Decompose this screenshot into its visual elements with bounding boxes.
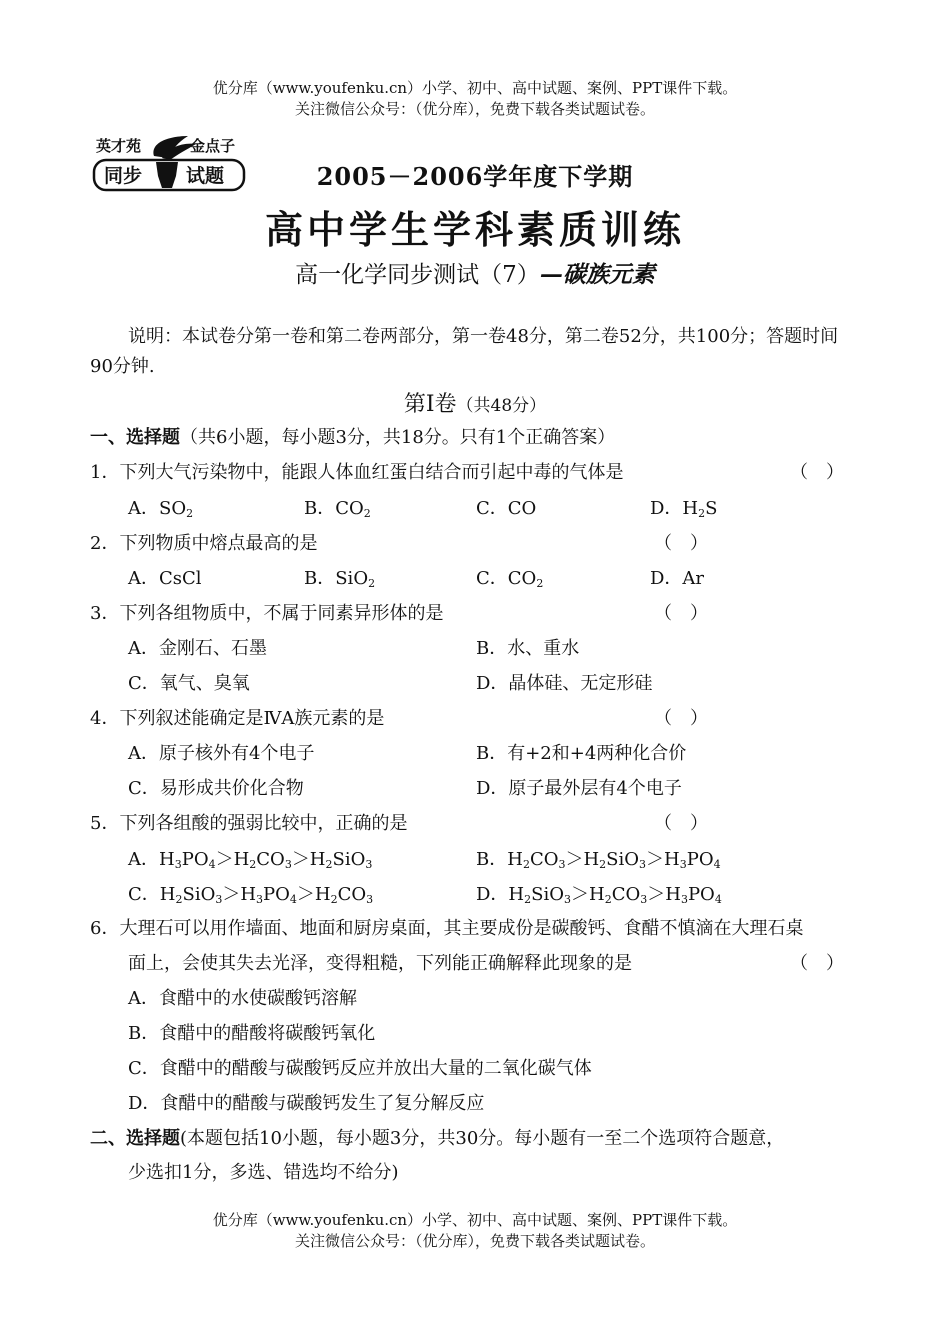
formula-part: ＞H <box>222 884 257 905</box>
formula-part: SiO <box>332 849 366 870</box>
formula-sub: 3 <box>256 893 264 906</box>
formula-part: CO <box>529 849 559 870</box>
footer-line-2: 关注微信公众号：（优分库），免费下载各类试题试卷。 <box>294 1232 655 1250</box>
formula-sub: 4 <box>208 858 216 871</box>
formula-part: A．H <box>128 849 175 870</box>
formula-part: CO <box>611 884 641 905</box>
option-subscript: 2 <box>536 577 544 590</box>
question-1-option-d <box>650 494 717 520</box>
formula-part: PO <box>263 884 290 905</box>
section-2-label: 二、选择题 <box>90 1128 180 1149</box>
school-year-title: 2005－2006学年度下学期 <box>316 162 634 191</box>
formula-part: ＞H <box>291 849 326 870</box>
formula-sub: 2 <box>249 858 257 871</box>
option-text: C．CO <box>476 568 537 589</box>
question-6-option-a: A．食醋中的水使碳酸钙溶解 <box>128 988 357 1009</box>
header-line-2: 关注微信公众号：（优分库），免费下载各类试题试卷。 <box>294 100 655 118</box>
question-3-answer-blank[interactable]: （ ） <box>654 603 708 624</box>
formula-part: SiO <box>531 884 564 905</box>
formula-sub: 3 <box>564 893 571 906</box>
question-4-stem: 4．下列叙述能确定是ⅣA族元素的是 <box>90 708 385 729</box>
question-4-option-d: D．原子最外层有4个电子 <box>476 778 682 799</box>
formula-part: ＞H <box>565 849 600 870</box>
formula-sub: 4 <box>713 858 721 871</box>
formula-sub: 4 <box>289 893 297 906</box>
logo-text-top-left: 英才苑 <box>96 137 142 155</box>
section-2-desc-2: 少选扣1分，多选、错选均不给分) <box>128 1162 399 1183</box>
subtitle <box>0 256 950 289</box>
option-text: A．SO <box>128 498 187 519</box>
formula-sub: 3 <box>640 893 648 906</box>
logo-text-bottom-left: 同步 <box>104 165 143 187</box>
logo-text-bottom-right: 试题 <box>186 165 225 187</box>
section-1-desc: （共6小题，每小题3分，共18分。只有1个正确答案） <box>180 427 616 448</box>
formula-sub: 3 <box>679 858 687 871</box>
question-1-option-c: C．CO <box>476 498 537 519</box>
formula-sub: 3 <box>174 858 182 871</box>
question-4-option-c: C．易形成共价化合物 <box>128 778 304 799</box>
formula-part: D．H <box>476 884 525 905</box>
section-1-heading <box>90 423 615 449</box>
option-subscript: 2 <box>186 507 194 520</box>
formula-part: SiO <box>606 849 640 870</box>
formula-part: CO <box>337 884 367 905</box>
formula-sub: 3 <box>680 893 688 906</box>
question-5-answer-blank[interactable]: （ ） <box>654 813 708 834</box>
question-5-option-c <box>128 880 373 906</box>
formula-part: B．H <box>476 849 523 870</box>
formula-sub: 2 <box>330 893 338 906</box>
formula-sub: 3 <box>558 858 566 871</box>
formula-part: SiO <box>182 884 216 905</box>
question-3-option-b: B．水、重水 <box>476 638 580 659</box>
question-1-stem: 1．下列大气污染物中，能跟人体血红蛋白结合而引起中毒的气体是 <box>90 462 624 483</box>
option-text-tail: S <box>705 498 718 519</box>
question-6-option-d: D．食醋中的醋酸与碳酸钙发生了复分解反应 <box>128 1093 485 1114</box>
option-text: D．H <box>650 498 699 519</box>
formula-sub: 3 <box>365 858 373 871</box>
question-6-stem-cont: 面上，会使其失去光泽，变得粗糙，下列能正确解释此现象的是 <box>128 953 632 974</box>
question-6-stem: 6．大理石可以用作墙面、地面和厨房桌面，其主要成份是碳酸钙、食醋不慎滴在大理石桌 <box>90 918 804 939</box>
formula-sub: 3 <box>215 893 223 906</box>
question-1-option-a <box>128 494 193 520</box>
question-3-stem: 3．下列各组物质中，不属于同素异形体的是 <box>90 603 444 624</box>
option-subscript: 2 <box>363 507 371 520</box>
formula-part: ＞H <box>296 884 331 905</box>
question-3-option-d: D．晶体硅、无定形硅 <box>476 673 653 694</box>
formula-sub: 2 <box>325 858 333 871</box>
logo-text-top-right: 金点子 <box>190 137 236 155</box>
instructions: 说明：本试卷分第一卷和第二卷两部分，第一卷48分，第二卷52分，共100分；答题时间90分钟. <box>90 326 839 377</box>
subtitle-topic: —碳族元素 <box>539 261 655 288</box>
section-2-desc-1: (本题包括10小题，每小题3分，共30分。每小题有一至二个选项符合题意， <box>180 1128 785 1149</box>
question-2-stem: 2．下列物质中熔点最高的是 <box>90 533 318 554</box>
formula-part: PO <box>181 849 209 870</box>
question-3-option-a: A．金刚石、石墨 <box>128 638 267 659</box>
question-5-stem: 5．下列各组酸的强弱比较中，正确的是 <box>90 813 408 834</box>
formula-part: ＞H <box>646 849 680 870</box>
formula-part: ＞H <box>571 884 605 905</box>
volume-score: （共48分） <box>456 396 547 416</box>
section-2-heading <box>90 1124 784 1150</box>
question-2-answer-blank[interactable]: （ ） <box>654 533 708 554</box>
formula-part: C．H <box>128 884 176 905</box>
formula-part: ＞H <box>215 849 250 870</box>
formula-sub: 3 <box>284 858 292 871</box>
formula-part: CO <box>256 849 285 870</box>
formula-sub: 2 <box>524 893 532 906</box>
formula-sub: 3 <box>639 858 647 871</box>
option-subscript: 2 <box>698 507 706 520</box>
question-4-answer-blank[interactable]: （ ） <box>654 708 708 729</box>
formula-sub: 2 <box>175 893 183 906</box>
question-1-option-b <box>304 494 371 520</box>
header-line-1: 优分库（www.youfenku.cn）小学、初中、高中试题、案例、PPT课件下载。 <box>212 79 738 97</box>
question-2-option-c <box>476 564 543 590</box>
formula-sub: 2 <box>604 893 612 906</box>
subtitle-prefix: 高一化学同步测试（7） <box>295 262 540 288</box>
formula-sub: 2 <box>522 858 530 871</box>
option-subscript: 2 <box>368 577 376 590</box>
formula-part: ＞H <box>647 884 681 905</box>
question-2-option-a: A．CsCl <box>128 568 202 589</box>
footer-line-1: 优分库（www.youfenku.cn）小学、初中、高中试题、案例、PPT课件下载。 <box>212 1211 738 1229</box>
question-6-answer-blank[interactable]: （ ） <box>790 953 844 974</box>
formula-part: PO <box>687 884 715 905</box>
formula-sub: 2 <box>599 858 607 871</box>
formula-sub: 4 <box>714 893 722 906</box>
option-text: B．CO <box>304 498 364 519</box>
formula-part: PO <box>686 849 714 870</box>
question-5-option-b <box>476 845 721 871</box>
main-title: 高中学生学科素质训练 <box>264 208 685 252</box>
volume-heading <box>0 387 950 418</box>
question-4-option-b: B．有+2和+4两种化合价 <box>476 743 687 764</box>
formula-sub: 3 <box>366 893 374 906</box>
question-5-option-d <box>476 880 722 906</box>
question-5-option-a <box>128 845 372 871</box>
option-text: B．SiO <box>304 568 369 589</box>
question-6-option-b: B．食醋中的醋酸将碳酸钙氧化 <box>128 1023 376 1044</box>
question-4-option-a: A．原子核外有4个电子 <box>128 743 315 764</box>
question-6-option-c: C．食醋中的醋酸与碳酸钙反应并放出大量的二氧化碳气体 <box>128 1058 592 1079</box>
section-1-label: 一、选择题 <box>90 427 180 448</box>
volume-title: 第Ⅰ卷 <box>403 392 457 417</box>
question-2-option-d: D．Ar <box>650 568 705 589</box>
question-3-option-c: C．氧气、臭氧 <box>128 673 250 694</box>
question-1-answer-blank[interactable]: （ ） <box>790 462 844 483</box>
question-2-option-b <box>304 564 375 590</box>
